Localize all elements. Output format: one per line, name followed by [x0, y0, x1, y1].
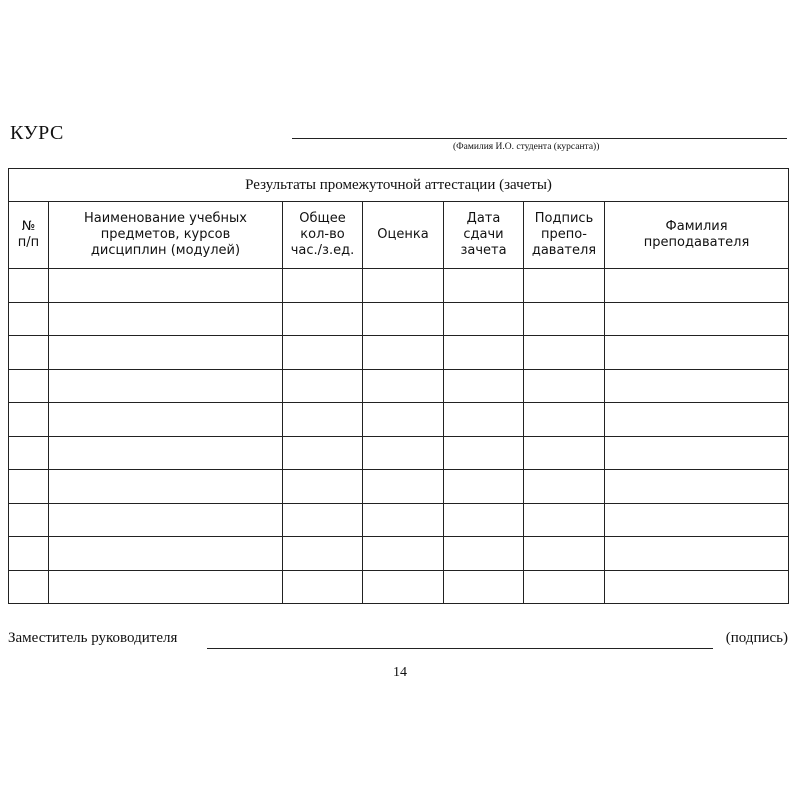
table-cell[interactable] — [283, 537, 363, 571]
table-cell[interactable] — [283, 369, 363, 403]
table-cell[interactable] — [49, 336, 283, 370]
column-header-hours: Общее кол-во час./з.ед. — [283, 202, 363, 269]
deputy-head-label: Заместитель руководителя — [8, 630, 178, 646]
table-cell[interactable] — [283, 302, 363, 336]
table-cell[interactable] — [9, 503, 49, 537]
table-cell[interactable] — [605, 436, 789, 470]
table-cell[interactable] — [9, 369, 49, 403]
column-header-subject: Наименование учебных предметов, курсов дисциплин (модулей) — [49, 202, 283, 269]
table-row — [9, 302, 789, 336]
table-cell[interactable] — [9, 537, 49, 571]
table-cell[interactable] — [363, 369, 444, 403]
table-cell[interactable] — [363, 503, 444, 537]
header-row — [9, 202, 789, 269]
table-cell[interactable] — [605, 537, 789, 571]
column-header-date: Дата сдачи зачета — [444, 202, 524, 269]
table-cell[interactable] — [605, 302, 789, 336]
attestation-table — [8, 168, 789, 604]
table-cell[interactable] — [49, 503, 283, 537]
table-cell[interactable] — [524, 470, 605, 504]
table-cell[interactable] — [9, 436, 49, 470]
table-cell[interactable] — [444, 470, 524, 504]
table-row — [9, 403, 789, 437]
table-cell[interactable] — [444, 570, 524, 604]
table-row — [9, 336, 789, 370]
table-title: Результаты промежуточной аттестации (зачеты) — [9, 169, 789, 202]
table-cell[interactable] — [605, 570, 789, 604]
table-row — [9, 537, 789, 571]
table-cell[interactable] — [283, 436, 363, 470]
table-cell[interactable] — [283, 336, 363, 370]
table-cell[interactable] — [49, 436, 283, 470]
table-cell[interactable] — [49, 269, 283, 303]
signature-hint: (подпись) — [725, 630, 788, 646]
table-cell[interactable] — [49, 403, 283, 437]
table-cell[interactable] — [524, 269, 605, 303]
table-cell[interactable] — [49, 302, 283, 336]
student-name-caption: (Фамилия И.О. студента (курсанта)) — [453, 142, 600, 152]
table-cell[interactable] — [444, 336, 524, 370]
table-cell[interactable] — [524, 436, 605, 470]
table-row — [9, 470, 789, 504]
column-header-signature: Подпись препо- давателя — [524, 202, 605, 269]
table-cell[interactable] — [605, 503, 789, 537]
table-cell[interactable] — [524, 336, 605, 370]
table-cell[interactable] — [363, 269, 444, 303]
table-row — [9, 369, 789, 403]
table-row — [9, 570, 789, 604]
table-cell[interactable] — [605, 403, 789, 437]
table-cell[interactable] — [444, 269, 524, 303]
table-cell[interactable] — [283, 570, 363, 604]
column-header-grade: Оценка — [363, 202, 444, 269]
table-cell[interactable] — [9, 269, 49, 303]
table-cell[interactable] — [444, 302, 524, 336]
signature-line — [207, 648, 713, 649]
column-header-number: № п/п — [9, 202, 49, 269]
table-row — [9, 503, 789, 537]
table-cell[interactable] — [444, 537, 524, 571]
table-cell[interactable] — [9, 470, 49, 504]
student-name-line — [292, 138, 787, 139]
table-cell[interactable] — [444, 369, 524, 403]
table-cell[interactable] — [524, 570, 605, 604]
table-cell[interactable] — [283, 269, 363, 303]
table-cell[interactable] — [363, 302, 444, 336]
table-cell[interactable] — [444, 436, 524, 470]
table-cell[interactable] — [363, 570, 444, 604]
table-cell[interactable] — [444, 403, 524, 437]
table-cell[interactable] — [283, 503, 363, 537]
table-cell[interactable] — [524, 302, 605, 336]
table-cell[interactable] — [524, 537, 605, 571]
table-cell[interactable] — [9, 403, 49, 437]
table-cell[interactable] — [363, 470, 444, 504]
column-header-teacher: Фамилия преподавателя — [605, 202, 789, 269]
table-cell[interactable] — [9, 336, 49, 370]
course-title: КУРС — [10, 122, 64, 144]
table-cell[interactable] — [363, 403, 444, 437]
table-cell[interactable] — [605, 369, 789, 403]
table-cell[interactable] — [524, 503, 605, 537]
table-cell[interactable] — [363, 537, 444, 571]
table-cell[interactable] — [49, 470, 283, 504]
table-cell[interactable] — [9, 570, 49, 604]
table-cell[interactable] — [9, 302, 49, 336]
table-cell[interactable] — [524, 369, 605, 403]
table-cell[interactable] — [605, 336, 789, 370]
table-cell[interactable] — [283, 470, 363, 504]
page-number: 14 — [393, 665, 407, 680]
table-row — [9, 269, 789, 303]
table-row — [9, 436, 789, 470]
table-cell[interactable] — [49, 369, 283, 403]
table-cell[interactable] — [283, 403, 363, 437]
table-cell[interactable] — [363, 336, 444, 370]
table-cell[interactable] — [605, 470, 789, 504]
table-cell[interactable] — [444, 503, 524, 537]
table-cell[interactable] — [524, 403, 605, 437]
table-cell[interactable] — [49, 537, 283, 571]
table-cell[interactable] — [605, 269, 789, 303]
table-cell[interactable] — [49, 570, 283, 604]
table-cell[interactable] — [363, 436, 444, 470]
